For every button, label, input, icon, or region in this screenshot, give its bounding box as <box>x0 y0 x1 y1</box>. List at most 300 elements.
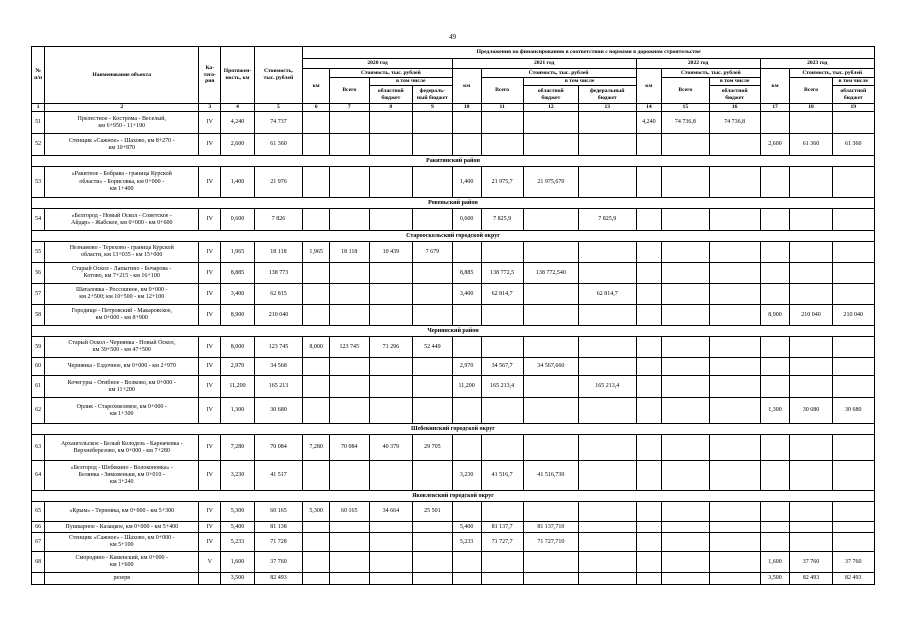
value-cell <box>709 284 760 305</box>
value-cell: 81 138 <box>254 522 303 533</box>
cost-2023: Стоимость, тыс. рублей <box>790 69 875 78</box>
incl-2021: в том числе <box>523 78 636 86</box>
value-cell <box>303 398 330 424</box>
table-body <box>32 104 875 585</box>
value-cell <box>709 134 760 156</box>
row-number: 57 <box>32 284 45 305</box>
value-cell: 7 825,9 <box>579 209 637 231</box>
value-cell: 25 501 <box>412 502 452 522</box>
value-cell <box>662 209 710 231</box>
district-name: Ракитянский район <box>32 156 875 167</box>
row-number: 56 <box>32 263 45 284</box>
value-cell <box>832 337 874 358</box>
object-name: Стенщик «Сажное» - Шахово, км 0+000 - км 5+100 <box>45 533 199 552</box>
value-cell: 74 737 <box>254 112 303 134</box>
value-cell <box>832 358 874 376</box>
value-cell <box>329 533 369 552</box>
row-number: 64 <box>32 461 45 491</box>
value-cell <box>369 552 412 573</box>
row-number <box>32 573 45 585</box>
row-number: 59 <box>32 337 45 358</box>
value-cell: 0,600 <box>221 209 254 231</box>
value-cell: 61 360 <box>832 134 874 156</box>
value-cell <box>832 167 874 198</box>
incl-2022: в том числе <box>709 78 760 86</box>
column-index: 7 <box>329 104 369 112</box>
value-cell: 41 516,730 <box>523 461 578 491</box>
value-cell: 0,600 <box>452 209 481 231</box>
value-cell <box>790 167 832 198</box>
value-cell <box>662 502 710 522</box>
total-2020: Всего <box>329 78 369 104</box>
value-cell <box>709 398 760 424</box>
row-number: 63 <box>32 435 45 461</box>
district-header-row <box>32 198 875 209</box>
value-cell <box>523 573 578 585</box>
value-cell: 138 773 <box>254 263 303 284</box>
value-cell <box>329 358 369 376</box>
value-cell <box>832 435 874 461</box>
value-cell <box>329 134 369 156</box>
value-cell: 138 772,540 <box>523 263 578 284</box>
value-cell: 82 493 <box>790 573 832 585</box>
regional-2021: областной бюджет <box>523 86 578 104</box>
value-cell: 40 379 <box>369 435 412 461</box>
value-cell <box>329 263 369 284</box>
value-cell: 60 165 <box>254 502 303 522</box>
value-cell: 8,000 <box>221 337 254 358</box>
value-cell <box>832 112 874 134</box>
value-cell: 29 705 <box>412 435 452 461</box>
value-cell <box>579 398 637 424</box>
value-cell <box>662 134 710 156</box>
value-cell <box>523 398 578 424</box>
value-cell <box>369 263 412 284</box>
value-cell <box>636 522 661 533</box>
value-cell <box>303 112 330 134</box>
value-cell <box>452 552 481 573</box>
value-cell <box>452 573 481 585</box>
value-cell <box>523 502 578 522</box>
value-cell <box>760 209 790 231</box>
table-row <box>32 358 875 376</box>
value-cell <box>709 209 760 231</box>
value-cell: 70 084 <box>329 435 369 461</box>
value-cell <box>412 573 452 585</box>
value-cell: 37 760 <box>254 552 303 573</box>
value-cell <box>452 502 481 522</box>
value-cell: 5,400 <box>452 522 481 533</box>
category-cell: IV <box>199 263 221 284</box>
value-cell <box>329 552 369 573</box>
km-2021: км <box>452 69 481 104</box>
value-cell <box>369 358 412 376</box>
value-cell: 4,240 <box>636 112 661 134</box>
value-cell <box>452 337 481 358</box>
value-cell <box>579 134 637 156</box>
value-cell <box>760 533 790 552</box>
category-cell: IV <box>199 284 221 305</box>
object-name: резерв <box>45 573 199 585</box>
value-cell <box>790 502 832 522</box>
value-cell: 5,233 <box>452 533 481 552</box>
value-cell: 3,400 <box>221 284 254 305</box>
object-name: Кочегуры - Огибное - Волково, км 0+000 - км 11+200 <box>45 376 199 398</box>
value-cell <box>760 502 790 522</box>
value-cell <box>709 533 760 552</box>
value-cell <box>452 112 481 134</box>
value-cell: 18 118 <box>254 242 303 263</box>
column-index: 14 <box>636 104 661 112</box>
value-cell: 62 814,7 <box>579 284 637 305</box>
value-cell <box>579 337 637 358</box>
value-cell <box>790 284 832 305</box>
value-cell: 60 165 <box>329 502 369 522</box>
value-cell <box>709 305 760 326</box>
column-index: 10 <box>452 104 481 112</box>
value-cell <box>303 533 330 552</box>
value-cell <box>760 263 790 284</box>
column-index: 4 <box>221 104 254 112</box>
value-cell: 1,600 <box>221 552 254 573</box>
value-cell <box>636 358 661 376</box>
category-cell: IV <box>199 435 221 461</box>
object-name: «Крым» - Терновка, км 0+000 - км 5+300 <box>45 502 199 522</box>
category-cell: IV <box>199 167 221 198</box>
value-cell: 8,885 <box>221 263 254 284</box>
value-cell <box>790 376 832 398</box>
category-cell: IV <box>199 134 221 156</box>
value-cell <box>790 533 832 552</box>
value-cell <box>579 502 637 522</box>
value-cell <box>662 522 710 533</box>
value-cell: 123 745 <box>254 337 303 358</box>
value-cell <box>412 552 452 573</box>
value-cell <box>790 337 832 358</box>
value-cell <box>303 167 330 198</box>
value-cell <box>412 167 452 198</box>
header-num: № п/п <box>32 47 45 104</box>
value-cell <box>481 134 523 156</box>
value-cell <box>481 435 523 461</box>
table-row <box>32 242 875 263</box>
object-name: «Белгород - Шебекино - Волоконовка» - Белянка - Зимовеньки, км 0+010 - км 3+240 <box>45 461 199 491</box>
value-cell: 62 814,7 <box>481 284 523 305</box>
row-number: 54 <box>32 209 45 231</box>
value-cell <box>790 435 832 461</box>
value-cell <box>760 284 790 305</box>
value-cell <box>369 461 412 491</box>
value-cell: 1,965 <box>303 242 330 263</box>
value-cell <box>523 284 578 305</box>
value-cell <box>832 502 874 522</box>
value-cell: 8,900 <box>221 305 254 326</box>
table-row <box>32 305 875 326</box>
value-cell: 165 213,4 <box>481 376 523 398</box>
value-cell <box>369 305 412 326</box>
object-name: Архангельское - Белый Колодезь - Карначевка - Верхнеберезово, км 0+000 - км 7+280 <box>45 435 199 461</box>
value-cell: 1,300 <box>760 398 790 424</box>
value-cell <box>760 358 790 376</box>
object-name: «Ракитное - Бобрава - граница Курской области» - Борисовка, км 0+000 - км 1+400 <box>45 167 199 198</box>
value-cell <box>523 552 578 573</box>
km-2022: км <box>636 69 661 104</box>
district-name: Старооскольский городской округ <box>32 231 875 242</box>
value-cell <box>579 112 637 134</box>
value-cell: 165 213,4 <box>579 376 637 398</box>
value-cell <box>636 398 661 424</box>
value-cell <box>412 134 452 156</box>
table-row <box>32 337 875 358</box>
value-cell: 82 493 <box>832 573 874 585</box>
value-cell <box>412 263 452 284</box>
value-cell <box>709 435 760 461</box>
value-cell <box>579 242 637 263</box>
value-cell <box>481 502 523 522</box>
category-cell: IV <box>199 398 221 424</box>
value-cell <box>481 112 523 134</box>
value-cell <box>579 435 637 461</box>
table-row <box>32 573 875 585</box>
value-cell: 8,885 <box>452 263 481 284</box>
value-cell <box>709 337 760 358</box>
value-cell <box>662 242 710 263</box>
value-cell <box>636 305 661 326</box>
row-number: 62 <box>32 398 45 424</box>
value-cell <box>636 263 661 284</box>
value-cell <box>790 263 832 284</box>
category-cell: IV <box>199 522 221 533</box>
column-index: 8 <box>369 104 412 112</box>
value-cell <box>523 435 578 461</box>
value-cell <box>303 209 330 231</box>
category-cell: IV <box>199 502 221 522</box>
value-cell <box>760 461 790 491</box>
district-header-row <box>32 156 875 167</box>
value-cell: 210 040 <box>254 305 303 326</box>
value-cell <box>709 376 760 398</box>
value-cell <box>523 376 578 398</box>
value-cell <box>329 522 369 533</box>
column-index: 13 <box>579 104 637 112</box>
value-cell <box>369 209 412 231</box>
value-cell <box>636 284 661 305</box>
value-cell <box>481 337 523 358</box>
value-cell: 123 745 <box>329 337 369 358</box>
object-name: Смородино - Каменский, км 0+000 - км 1+600 <box>45 552 199 573</box>
value-cell <box>412 358 452 376</box>
object-name: Шаталовка - Россошное, км 0+000 - км 2+500; км 10+500 - км 12+100 <box>45 284 199 305</box>
value-cell: 1,400 <box>221 167 254 198</box>
table-row <box>32 435 875 461</box>
table-row <box>32 398 875 424</box>
value-cell <box>760 167 790 198</box>
value-cell <box>303 461 330 491</box>
value-cell <box>303 376 330 398</box>
table-row <box>32 112 875 134</box>
value-cell <box>452 134 481 156</box>
value-cell: 5,400 <box>221 522 254 533</box>
value-cell <box>412 209 452 231</box>
value-cell: 18 118 <box>329 242 369 263</box>
value-cell: 71 728 <box>254 533 303 552</box>
column-index: 2 <box>45 104 199 112</box>
value-cell <box>832 376 874 398</box>
value-cell: 71 727,7 <box>481 533 523 552</box>
value-cell <box>523 242 578 263</box>
value-cell <box>579 461 637 491</box>
district-header-row <box>32 424 875 435</box>
value-cell <box>481 573 523 585</box>
column-index: 1 <box>32 104 45 112</box>
column-index: 3 <box>199 104 221 112</box>
column-index: 18 <box>790 104 832 112</box>
column-index: 6 <box>303 104 330 112</box>
value-cell <box>579 522 637 533</box>
value-cell <box>709 522 760 533</box>
table-row <box>32 134 875 156</box>
value-cell <box>709 242 760 263</box>
row-number: 65 <box>32 502 45 522</box>
value-cell <box>523 209 578 231</box>
value-cell: 165 213 <box>254 376 303 398</box>
value-cell <box>303 573 330 585</box>
object-name: Незнамово - Терехово - граница Курской области, км 13+035 - км 15+000 <box>45 242 199 263</box>
value-cell <box>636 573 661 585</box>
value-cell <box>662 305 710 326</box>
value-cell: 30 680 <box>790 398 832 424</box>
value-cell <box>303 522 330 533</box>
district-name: Чернянский район <box>32 326 875 337</box>
table-row <box>32 376 875 398</box>
value-cell: 3,500 <box>221 573 254 585</box>
value-cell: 11,200 <box>221 376 254 398</box>
value-cell <box>369 533 412 552</box>
row-number: 67 <box>32 533 45 552</box>
value-cell: 1,600 <box>760 552 790 573</box>
value-cell <box>452 435 481 461</box>
cost-2021: Стоимость, тыс. рублей <box>481 69 636 78</box>
value-cell <box>452 242 481 263</box>
value-cell <box>636 552 661 573</box>
value-cell <box>412 461 452 491</box>
value-cell <box>662 263 710 284</box>
row-number: 61 <box>32 376 45 398</box>
value-cell: 52 449 <box>412 337 452 358</box>
value-cell: 138 772,5 <box>481 263 523 284</box>
object-name: Чернянка - Ездочное, км 0+000 - км 2+970 <box>45 358 199 376</box>
value-cell <box>523 134 578 156</box>
value-cell: 37 760 <box>832 552 874 573</box>
value-cell: 71 727,710 <box>523 533 578 552</box>
value-cell <box>709 552 760 573</box>
value-cell <box>369 167 412 198</box>
value-cell <box>760 112 790 134</box>
column-index: 9 <box>412 104 452 112</box>
table-row <box>32 502 875 522</box>
value-cell <box>329 167 369 198</box>
value-cell <box>709 573 760 585</box>
value-cell <box>832 461 874 491</box>
value-cell <box>662 461 710 491</box>
value-cell <box>329 305 369 326</box>
value-cell <box>709 167 760 198</box>
category-cell: IV <box>199 358 221 376</box>
object-name: Старый Оскол - Чернянка - Новый Оскол, км 39+500 - км 47+500 <box>45 337 199 358</box>
federal-2020: федераль- ный бюджет <box>412 86 452 104</box>
header-proposals: Предложения по финансированию в соответствии с нормами в дорожном строительстве <box>303 47 875 59</box>
category-cell: IV <box>199 242 221 263</box>
value-cell: 21 975,7 <box>481 167 523 198</box>
value-cell <box>832 242 874 263</box>
value-cell: 2,600 <box>221 134 254 156</box>
value-cell <box>481 242 523 263</box>
value-cell: 81 137,710 <box>523 522 578 533</box>
value-cell <box>662 358 710 376</box>
value-cell <box>790 358 832 376</box>
value-cell <box>369 376 412 398</box>
value-cell <box>412 284 452 305</box>
table-row <box>32 263 875 284</box>
column-index: 16 <box>709 104 760 112</box>
column-index: 5 <box>254 104 303 112</box>
value-cell: 1,400 <box>452 167 481 198</box>
incl-2023: в том числе <box>832 78 874 86</box>
value-cell <box>662 573 710 585</box>
table-row <box>32 209 875 231</box>
value-cell <box>579 573 637 585</box>
value-cell: 41 517 <box>254 461 303 491</box>
value-cell: 5,300 <box>303 502 330 522</box>
value-cell: 41 516,7 <box>481 461 523 491</box>
value-cell: 4,240 <box>221 112 254 134</box>
value-cell <box>523 112 578 134</box>
value-cell <box>709 502 760 522</box>
row-number: 55 <box>32 242 45 263</box>
value-cell <box>329 284 369 305</box>
value-cell: 3,230 <box>452 461 481 491</box>
category-cell: IV <box>199 533 221 552</box>
total-2023: Всего <box>790 78 832 104</box>
table-row <box>32 461 875 491</box>
value-cell <box>579 305 637 326</box>
district-name: Яковлевский городской округ <box>32 491 875 502</box>
value-cell <box>760 435 790 461</box>
value-cell <box>452 398 481 424</box>
value-cell <box>709 461 760 491</box>
value-cell: 34 568 <box>254 358 303 376</box>
value-cell <box>523 305 578 326</box>
value-cell <box>481 305 523 326</box>
value-cell <box>832 263 874 284</box>
category-cell <box>199 573 221 585</box>
value-cell: 3,400 <box>452 284 481 305</box>
category-cell: IV <box>199 337 221 358</box>
value-cell <box>579 358 637 376</box>
value-cell <box>636 461 661 491</box>
value-cell: 30 680 <box>254 398 303 424</box>
value-cell <box>412 305 452 326</box>
value-cell <box>790 461 832 491</box>
value-cell <box>662 533 710 552</box>
district-header-row <box>32 326 875 337</box>
row-number: 58 <box>32 305 45 326</box>
value-cell <box>329 112 369 134</box>
object-name: Орлик - Старохмелевое, км 0+000 - км 1+300 <box>45 398 199 424</box>
value-cell: 62 815 <box>254 284 303 305</box>
federal-2021: федеральный бюджет <box>579 86 637 104</box>
value-cell: 34 567,660 <box>523 358 578 376</box>
